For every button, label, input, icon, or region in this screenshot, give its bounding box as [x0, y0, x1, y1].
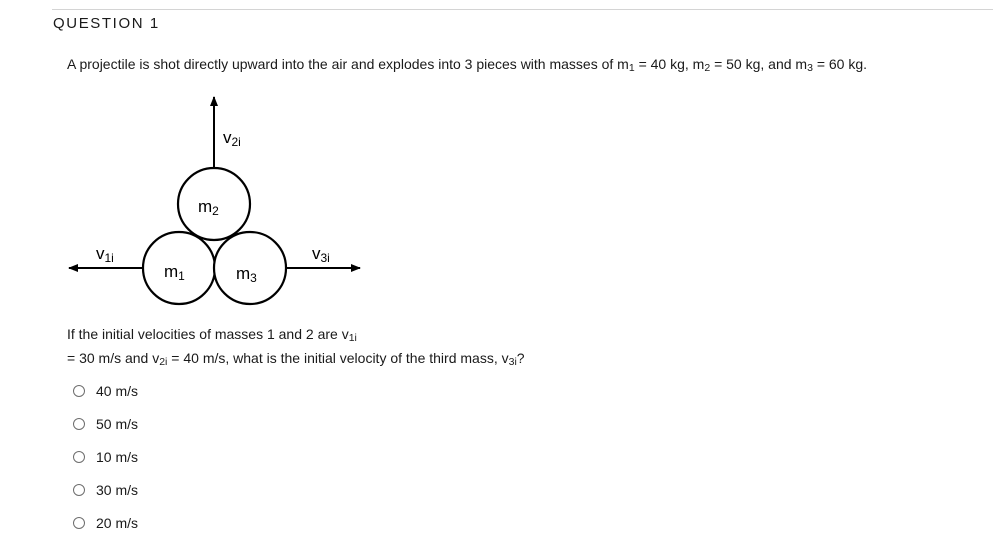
question-stem — [67, 56, 867, 72]
answer-choice-label: 30 m/s — [96, 481, 139, 498]
answer-choice[interactable] — [73, 374, 138, 407]
radio-button[interactable] — [73, 418, 85, 430]
followup-line-2 — [67, 347, 525, 371]
v3-label-main: v — [312, 244, 321, 263]
v1-label-main: v — [96, 244, 105, 263]
m3-label-sub: 3 — [250, 271, 257, 285]
v2-label-main: v — [223, 128, 232, 147]
followup-text: If the initial velocities of masses 1 and 2 are v — [67, 326, 349, 342]
answer-choice-label: 50 m/s — [96, 415, 139, 432]
followup-line-1 — [67, 323, 525, 347]
mass-1-circle — [143, 232, 215, 304]
v1-label — [96, 244, 114, 265]
radio-button[interactable] — [73, 517, 85, 529]
followup-sub: 1i — [348, 332, 357, 344]
m1-label-main: m — [164, 262, 179, 281]
radio-button[interactable] — [73, 484, 85, 496]
stem-sub: 1 — [628, 62, 635, 74]
stem-sub: 2 — [704, 62, 711, 74]
m2-label-sub: 2 — [212, 204, 219, 218]
v3-label-sub: 3i — [320, 251, 330, 265]
m3-label-main: m — [236, 264, 251, 283]
m1-label-sub: 1 — [178, 269, 185, 283]
followup-sub: 3i — [508, 356, 517, 368]
answer-choice[interactable] — [73, 407, 138, 440]
v1-label-sub: 1i — [104, 251, 114, 265]
answer-choices — [73, 374, 138, 539]
followup-text: ? — [516, 350, 525, 366]
v3-label — [312, 244, 330, 265]
answer-choice-label: 20 m/s — [96, 514, 139, 531]
radio-button[interactable] — [73, 451, 85, 463]
stem-text: A projectile is shot directly upward into the air and explodes into 3 pieces with masses of m — [67, 56, 629, 72]
top-divider — [52, 9, 993, 10]
question-header: QUESTION 1 — [53, 15, 160, 32]
question-followup — [67, 323, 525, 371]
answer-choice[interactable] — [73, 440, 138, 473]
answer-choice[interactable] — [73, 473, 138, 506]
followup-text: = 40 m/s, what is the initial velocity of the third mass, v — [167, 350, 509, 366]
stem-sub: 3 — [807, 62, 813, 74]
answer-choice-label: 10 m/s — [96, 448, 139, 465]
stem-text: = 40 kg, m — [634, 56, 705, 72]
answer-choice[interactable] — [73, 506, 138, 539]
m2-label-main: m — [198, 197, 213, 216]
radio-button[interactable] — [73, 385, 85, 397]
v2-label-sub: 2i — [231, 135, 241, 149]
v2-label — [223, 128, 241, 149]
followup-text: = 30 m/s and v — [67, 350, 160, 366]
stem-text: = 60 kg. — [812, 56, 868, 72]
followup-sub: 2i — [159, 356, 168, 368]
answer-choice-label: 40 m/s — [96, 382, 139, 399]
explosion-diagram — [60, 90, 380, 320]
stem-text: = 50 kg, and m — [710, 56, 808, 72]
